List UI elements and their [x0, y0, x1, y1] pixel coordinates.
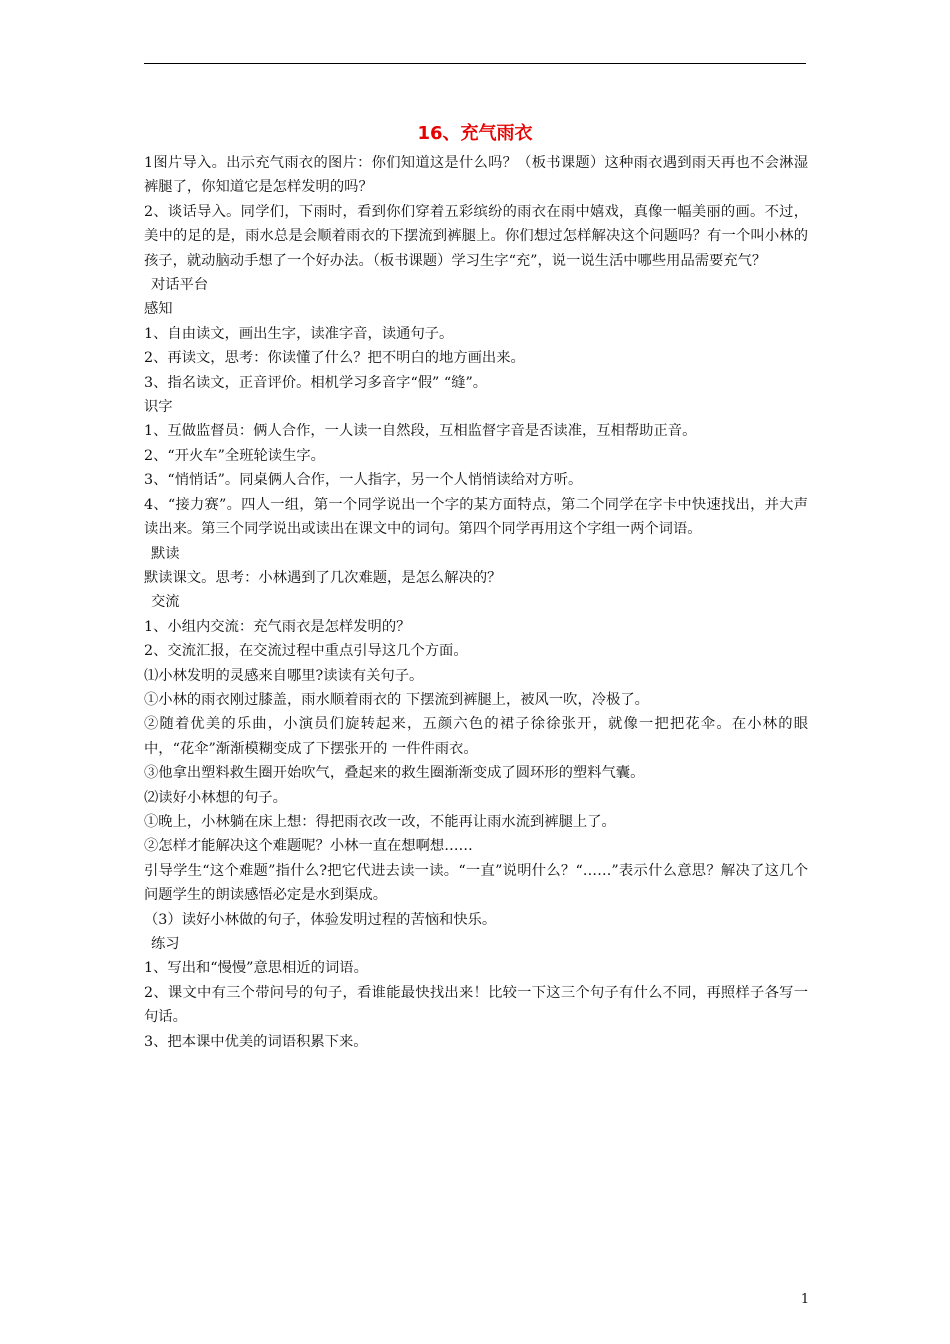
paragraph: ①小林的雨衣刚过膝盖，雨水顺着雨衣的 下摆流到裤腿上，被风一吹，冷极了。: [144, 691, 649, 708]
header-rule: [144, 63, 806, 64]
paragraph: 2、谈话导入。同学们，下雨时，看到你们穿着五彩缤纷的雨衣在雨中嬉戏，真像一幅美丽的画。不过，美中的足的是，雨水总是会顺着雨衣的下摆流到裤腿上。你们想过怎样解决这个问题吗？有一个叫小林的孩子，就动脑动手想了一个好办法。（板书课题）学习生字“充”，说一说生活中哪些用品需要充气？: [144, 203, 808, 269]
paragraph: 1、小组内交流：充气雨衣是怎样发明的？: [144, 618, 411, 635]
paragraph: ①晚上，小林躺在床上想：得把雨衣改一改，不能再让雨水流到裤腿上了。: [144, 813, 616, 830]
paragraph: 感知: [144, 301, 173, 318]
paragraph: ⑵读好小林想的句子。: [144, 789, 287, 806]
paragraph: 默读课文。思考：小林遇到了几次难题，是怎么解决的？: [144, 569, 502, 586]
paragraph: 引导学生“这个难题”指什么?把它代进去读一读。“一直”说明什么？“……”表示什么意思？解决了这几个问题学生的朗读感悟必定是水到渠成。: [144, 862, 808, 904]
paragraph: ②随着优美的乐曲，小演员们旋转起来，五颜六色的裙子徐徐张开，就像一把把花伞。在小林的眼中，“花伞”渐渐模糊变成了下摆张开的 一件件雨衣。: [144, 716, 808, 757]
paragraph: 3、“悄悄话”。同桌俩人合作，一人指字，另一个人悄悄读给对方听。: [144, 472, 583, 489]
paragraph: （3）读好小林做的句子，体验发明过程的苦恼和快乐。: [144, 911, 497, 928]
paragraph: ②怎样才能解决这个难题呢？小林一直在想啊想……: [144, 838, 473, 855]
paragraph: 识字: [144, 399, 173, 416]
section-heading: 对话平台: [151, 277, 209, 294]
document-body: [144, 151, 808, 1054]
paragraph: 3、把本课中优美的词语积累下来。: [144, 1033, 368, 1050]
paragraph: 1、互做监督员：俩人合作，一人读一自然段，互相监督字音是否读准，互相帮助正音。: [144, 423, 697, 440]
paragraph: 1、写出和“慢慢”意思相近的词语。: [144, 960, 368, 977]
section-heading: 交流: [151, 594, 180, 611]
paragraph: 1图片导入。出示充气雨衣的图片：你们知道这是什么吗？（板书课题）这种雨衣遇到雨天再也不会淋湿裤腿了，你知道它是怎样发明的吗？: [144, 155, 808, 196]
section-heading: 练习: [151, 936, 180, 952]
paragraph: 2、交流汇报，在交流过程中重点引导这几个方面。: [144, 643, 468, 660]
paragraph: 2、再读文，思考：你读懂了什么？把不明白的地方画出来。: [144, 350, 525, 367]
paragraph: 3、指名读文，正音评价。相机学习多音字“假” “缝”。: [144, 374, 488, 391]
paragraph: 2、“开火车”全班轮读生字。: [144, 447, 325, 464]
page-number: 1: [800, 1292, 810, 1307]
paragraph: 4、“接力赛”。四人一组，第一个同学说出一个字的某方面特点，第二个同学在字卡中快速找出，并大声读出来。第三个同学说出或读出在课文中的词句。第四个同学再用这个字组一两个词语。: [144, 496, 808, 538]
paragraph: 1、自由读文，画出生字，读准字音，读通句子。: [144, 325, 454, 342]
section-heading: 默读: [151, 545, 180, 562]
paragraph: ③他拿出塑料救生圈开始吹气，叠起来的救生圈渐渐变成了圆环形的塑料气囊。: [144, 765, 645, 782]
document-title: 16、充气雨衣: [417, 123, 533, 144]
paragraph: 2、课文中有三个带问号的句子，看谁能最快找出来！比较一下这三个句子有什么不同，再照样子各写一句话。: [144, 984, 808, 1026]
paragraph: ⑴小林发明的灵感来自哪里?读读有关句子。: [144, 667, 424, 684]
